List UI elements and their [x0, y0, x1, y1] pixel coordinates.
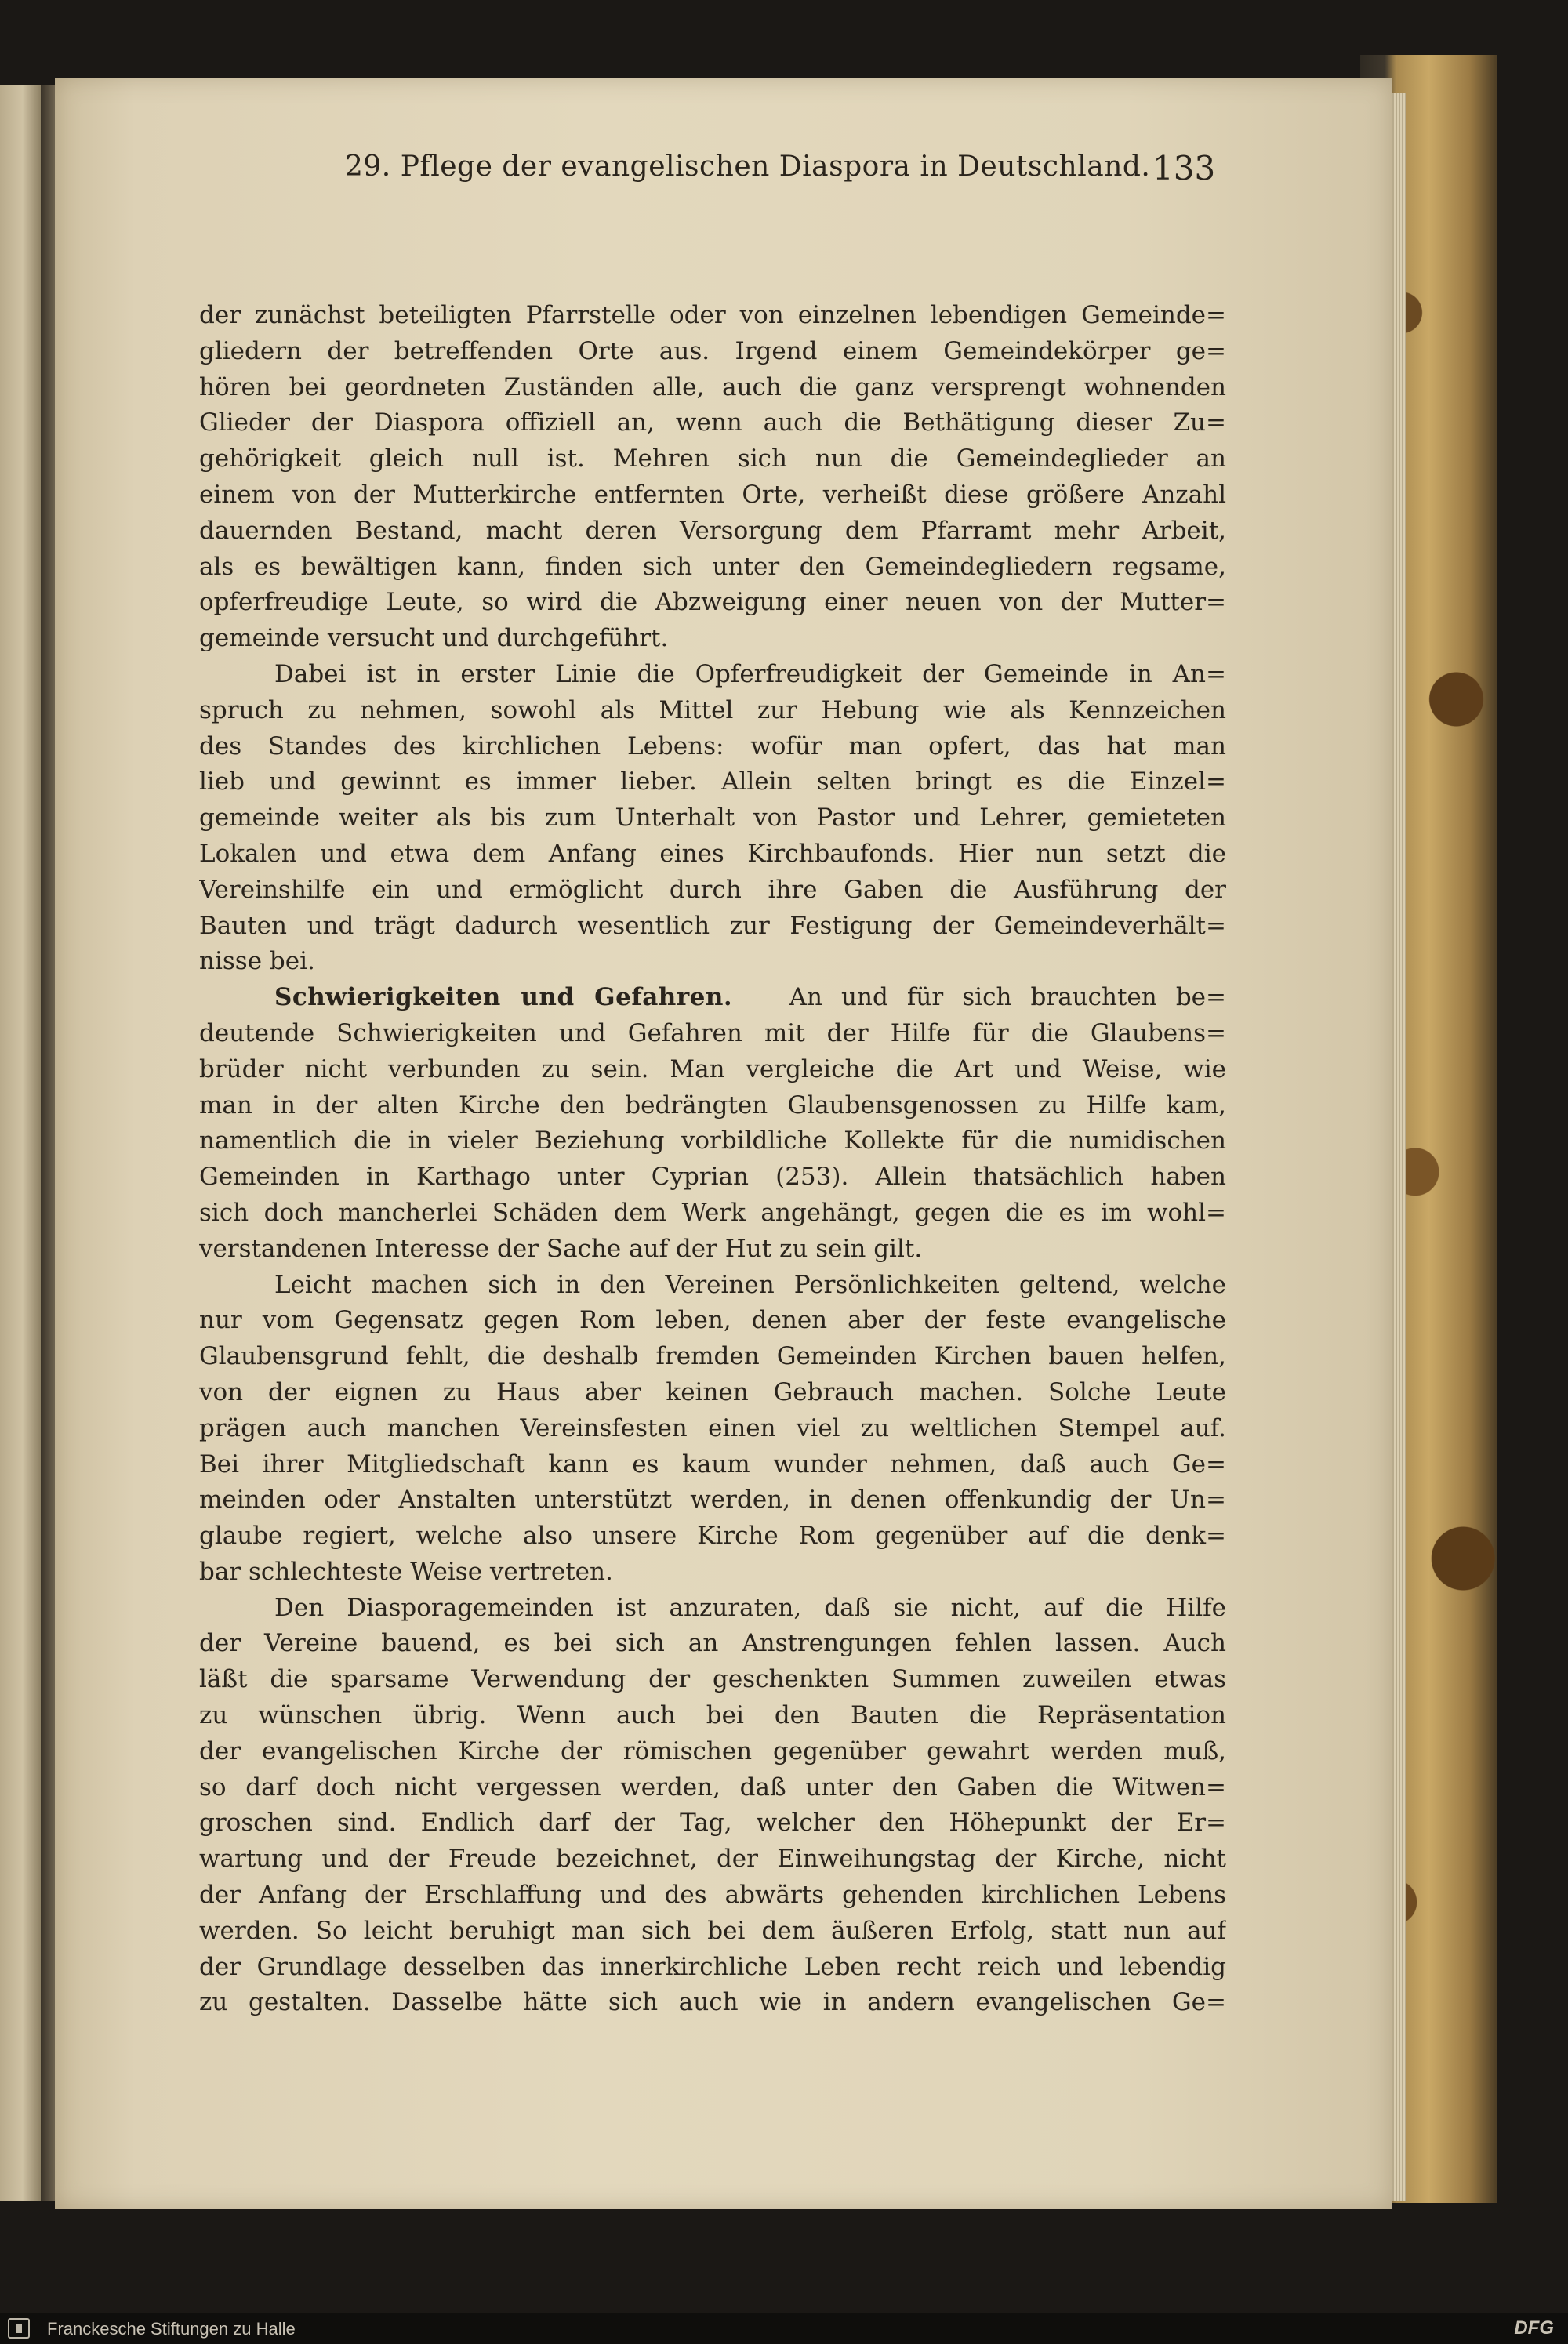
text-line: gehörigkeit gleich null ist. Mehren sich nun die Gemeindeglieder an [199, 444, 1226, 474]
text-line: Gemeinden in Karthago unter Cyprian (253). Allein thatsächlich haben [199, 1163, 1226, 1192]
institution-name: Franckesche Stiftungen zu Halle [47, 2319, 296, 2339]
text-line: Leicht machen sich in den Vereinen Persönlichkeiten geltend, welche [274, 1270, 1226, 1299]
text-line: der evangelischen Kirche der römischen gegenüber gewahrt werden muß, [199, 1736, 1226, 1765]
section-heading-line [199, 980, 1226, 1016]
text-line: meinden oder Anstalten unterstützt werden, in denen offenkundig der Un= [199, 1486, 1226, 1515]
text-line: der zunächst beteiligten Pfarrstelle oder von einzelnen lebendigen Gemeinde= [199, 301, 1226, 329]
section-heading: Schwierigkeiten und Gefahren. [274, 983, 733, 1012]
text-line: Vereinshilfe ein und ermöglicht durch ihre Gaben die Ausführung der [199, 875, 1226, 904]
text-segment: An und für sich brauchten be= [789, 983, 1226, 1012]
text-line: gemeinde weiter als bis zum Unterhalt von Pastor und Lehrer, gemieteten [199, 804, 1226, 833]
text-line: Bei ihrer Mitgliedschaft kann es kaum wunder nehmen, daß auch Ge= [199, 1450, 1226, 1479]
text-line: Lokalen und etwa dem Anfang eines Kirchbaufonds. Hier nun setzt die [199, 839, 1226, 868]
viewer-footer [0, 2313, 1568, 2344]
text-line: Dabei ist in erster Linie die Opferfreudigkeit der Gemeinde in An= [274, 659, 1226, 688]
page-header [0, 149, 1568, 196]
text-line: Bauten und trägt dadurch wesentlich zur Festigung der Gemeindeverhält= [199, 911, 1226, 940]
text-line: Glieder der Diaspora offiziell an, wenn auch die Bethätigung dieser Zu= [199, 408, 1226, 437]
institution-logo-icon [8, 2318, 30, 2339]
book-gutter [41, 85, 55, 2201]
text-line: zu gestalten. Dasselbe hätte sich auch wie in andern evangelischen Ge= [199, 1988, 1226, 2017]
text-line: des Standes des kirchlichen Lebens: wofür man opfert, das hat man [199, 731, 1226, 760]
text-line: nur vom Gegensatz gegen Rom leben, denen aber der feste evangelische [199, 1306, 1226, 1335]
text-line: gemeinde versucht und durchgeführt. [199, 624, 669, 653]
text-line: prägen auch manchen Vereinsfesten einen viel zu weltlichen Stempel auf. [199, 1413, 1226, 1442]
text-line: brüder nicht verbunden zu sein. Man vergleiche die Art und Weise, wie [199, 1054, 1226, 1083]
running-title: 29. Pflege der evangelischen Diaspora in Deutschland. [345, 151, 1151, 183]
text-line: nisse bei. [199, 947, 315, 976]
facing-page-edge [0, 85, 41, 2201]
text-line: zu wünschen übrig. Wenn auch bei den Bauten die Repräsentation [199, 1701, 1226, 1730]
text-line: lieb und gewinnt es immer lieber. Allein selten bringt es die Einzel= [199, 767, 1226, 796]
text-line: groschen sind. Endlich darf der Tag, welcher den Höhepunkt der Er= [199, 1809, 1226, 1838]
text-line: von der eignen zu Haus aber keinen Gebrauch machen. Solche Leute [199, 1377, 1226, 1406]
text-line: glaube regiert, welche also unsere Kirche Rom gegenüber auf die denk= [199, 1522, 1226, 1551]
text-line: sich doch mancherlei Schäden dem Werk angehängt, gegen die es im wohl= [199, 1198, 1226, 1227]
text-line: opferfreudige Leute, so wird die Abzweigung einer neuen von der Mutter= [199, 588, 1226, 617]
text-line: bar schlechteste Weise vertreten. [199, 1557, 613, 1586]
text-line: als es bewältigen kann, finden sich unter den Gemeindegliedern regsame, [199, 552, 1226, 581]
text-line: Glaubensgrund fehlt, die deshalb fremden Gemeinden Kirchen bauen helfen, [199, 1342, 1226, 1371]
text-line: so darf doch nicht vergessen werden, daß unter den Gaben die Witwen= [199, 1773, 1226, 1802]
text-line: man in der alten Kirche den bedrängten Glaubensgenossen zu Hilfe kam, [199, 1090, 1226, 1119]
text-line: läßt die sparsame Verwendung der geschenkten Summen zuweilen etwas [199, 1665, 1226, 1694]
text-line: verstandenen Interesse der Sache auf der Hut zu sein gilt. [199, 1234, 923, 1263]
text-line: Den Diasporagemeinden ist anzuraten, daß sie nicht, auf die Hilfe [274, 1593, 1226, 1622]
text-line: der Anfang der Erschlaffung und des abwärts gehenden kirchlichen Lebens [199, 1881, 1226, 1910]
body-text [199, 298, 1226, 2021]
text-line: einem von der Mutterkirche entfernten Orte, verheißt diese größere Anzahl [199, 480, 1226, 509]
text-line: werden. So leicht beruhigt man sich bei dem äußeren Erfolg, statt nun auf [199, 1916, 1226, 1945]
text-line: hören bei geordneten Zuständen alle, auch die ganz versprengt wohnenden [199, 372, 1226, 401]
text-line: wartung und der Freude bezeichnet, der Einweihungstag der Kirche, nicht [199, 1845, 1226, 1874]
text-line: der Grundlage desselben das innerkirchliche Leben recht reich und lebendig [199, 1952, 1226, 1981]
text-line: dauernden Bestand, macht deren Versorgung dem Pfarramt mehr Arbeit, [199, 516, 1226, 545]
text-line: der Vereine bauend, es bei sich an Anstrengungen fehlen lassen. Auch [199, 1629, 1226, 1658]
page-number: 133 [1152, 149, 1216, 187]
text-line: spruch zu nehmen, sowohl als Mittel zur Hebung wie als Kennzeichen [199, 695, 1226, 724]
text-line: gliedern der betreffenden Orte aus. Irgend einem Gemeindekörper ge= [199, 336, 1226, 365]
text-line: namentlich die in vieler Beziehung vorbildliche Kollekte für die numidischen [199, 1127, 1226, 1156]
dfg-logo: DFG [1514, 2317, 1554, 2339]
text-line: deutende Schwierigkeiten und Gefahren mit der Hilfe für die Glaubens= [199, 1018, 1226, 1047]
